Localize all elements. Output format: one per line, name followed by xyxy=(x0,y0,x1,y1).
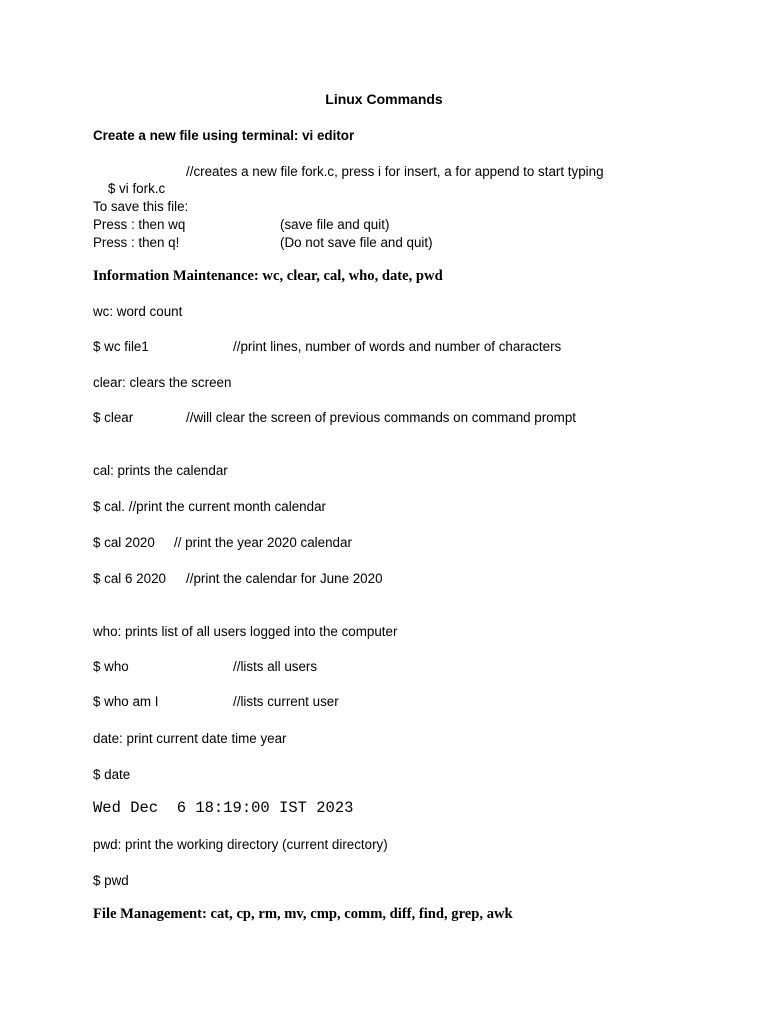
file-section-heading: File Management: cat, cp, rm, mv, cmp, comm, diff, find, grep, awk xyxy=(93,906,513,922)
cal-command-2: $ cal 2020 xyxy=(93,535,155,550)
pwd-command: $ pwd xyxy=(93,873,129,888)
vi-command: $ vi fork.c xyxy=(107,181,166,196)
info-section-heading: Information Maintenance: wc, clear, cal, who, date, pwd xyxy=(93,268,443,284)
cal-description: cal: prints the calendar xyxy=(93,463,228,478)
cal-command-1: $ cal. //print the current month calendar xyxy=(93,499,326,514)
vi-section-heading: Create a new file using terminal: vi editor xyxy=(93,128,355,143)
clear-comment: //will clear the screen of previous commands on command prompt xyxy=(186,410,576,425)
wc-description: wc: word count xyxy=(93,304,183,319)
page-title: Linux Commands xyxy=(325,91,443,107)
clear-description: clear: clears the screen xyxy=(93,375,232,390)
clear-command: $ clear xyxy=(93,410,134,425)
date-output: Wed Dec 6 18:19:00 IST 2023 xyxy=(93,799,354,817)
save-line-1: Press : then wq xyxy=(93,217,186,232)
date-command: $ date xyxy=(93,767,131,782)
cal-command-3: $ cal 6 2020 xyxy=(93,571,166,586)
who-description: who: prints list of all users logged into the computer xyxy=(93,624,398,639)
who-command-1-comment: //lists all users xyxy=(233,659,318,674)
who-command-2: $ who am I xyxy=(93,694,159,709)
cal-command-2-comment: // print the year 2020 calendar xyxy=(174,535,352,550)
pwd-description: pwd: print the working directory (current directory) xyxy=(93,837,388,852)
save-line-2: Press : then q! xyxy=(93,235,180,250)
wc-comment: //print lines, number of words and number of characters xyxy=(233,339,562,354)
vi-command-comment: //creates a new file fork.c, press i for insert, a for append to start typing xyxy=(186,164,604,179)
who-command-2-comment: //lists current user xyxy=(233,694,339,709)
who-command-1: $ who xyxy=(93,659,129,674)
save-intro: To save this file: xyxy=(93,199,189,214)
date-description: date: print current date time year xyxy=(93,731,287,746)
save-line-2-note: (Do not save file and quit) xyxy=(280,235,433,250)
wc-command: $ wc file1 xyxy=(93,339,149,354)
save-line-1-note: (save file and quit) xyxy=(280,217,390,232)
cal-command-3-comment: //print the calendar for June 2020 xyxy=(186,571,383,586)
